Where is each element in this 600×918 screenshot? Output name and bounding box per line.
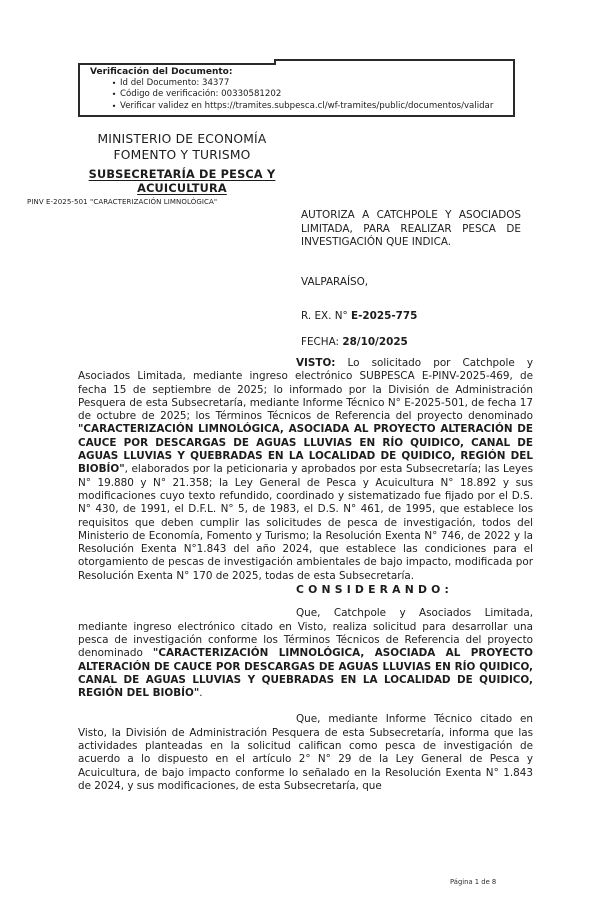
resolution-body <box>78 357 533 793</box>
subject-text: AUTORIZA A CATCHPOLE Y ASOCIADOS LIMITADA, PARA REALIZAR PESCA DE INVESTIGACIÓN QUE INDICA. <box>301 209 521 248</box>
verification-box-border <box>274 59 515 61</box>
visto-paragraph <box>78 357 533 583</box>
page-number: Página 1 de 8 <box>450 878 497 886</box>
verification-box <box>78 59 515 117</box>
pinv-note: PINV E-2025-501 "CARACTERIZACIÓN LIMNOLÓGICA" <box>27 198 218 206</box>
ministry-header <box>32 132 332 195</box>
visto-text-2: , elaborados por la peticionaria y aprobados por esta Subsecretaría; las Leyes N° 19.880 y N° 21.358; la Ley General de Pesca y Acuicultura N° 18.892 y sus modificaciones cuyo texto refundido, coordinado y sistematizado fue fijado por el D.S. N° 430, de 1991, el D.F.L. N° 5, de 1983, el D.S. N° 461, de 1995, que establece los requisitos que deben cumplir las solicitudes de pesca de investigación, todos del Ministerio de Economía, Fomento y Turismo; la Resolución Exenta N° 746, de 2022 y la Resolución Exenta N°1.843 del año 2024, que establece las condiciones para el otorgamiento de pescas de investigación ambientales de bajo impacto, modificada por Resolución Exenta N° 170 de 2025, todas de esta Subsecretaría. <box>78 463 533 582</box>
verification-item-url <box>90 101 505 112</box>
verification-item-code <box>90 89 505 100</box>
verification-item-text: Verificar validez en https://tramites.subpesca.cl/wf-tramites/public/documentos/validar <box>120 100 494 111</box>
visto-text-1: Lo solicitado por Catchpole y Asociados Limitada, mediante ingreso electrónico SUBPESCA E-PINV-2025-469, de fecha 15 de septiembre de 2025; lo informado por la División de Administración Pesquera de esta Subsecretaría, mediante Informe Técnico N° E-2025-501, de fecha 17 de octubre de 2025; los Términos Técnicos de Referencia del proyecto denominado <box>78 357 533 423</box>
resolution-number-line <box>301 310 417 322</box>
verification-box-border <box>513 59 515 117</box>
verification-item-text: Id del Documento: 34377 <box>120 78 230 88</box>
considerando-paragraph-2: Que, mediante Informe Técnico citado en Visto, la División de Administración Pesquera de esta Subsecretaría, informa que las actividades planteadas en la solicitud califican como pesca de investigación de acuerdo a lo dispuesto en el artículo 2° N° 29 de la Ley General de Pesca y Acuicultura, de bajo impacto conforme lo señalado en la Resolución Exenta N° 1.843 de 2024, y sus modificaciones, de esta Subsecretaría, que <box>78 713 533 792</box>
bullet-icon: • <box>111 90 117 100</box>
considerando-1-text-2: . <box>199 687 203 700</box>
verification-item-text: Código de verificación: 00330581202 <box>120 89 282 100</box>
bullet-icon: • <box>111 101 117 111</box>
verification-content <box>90 67 505 112</box>
considerando-1-text-1: Que, Catchpole y Asociados Limitada, mediante ingreso electrónico citado en Visto, realiza solicitud para desarrollar una pesca de investigación conforme los Términos Técnicos de Referencia del proyecto denominado <box>78 607 533 660</box>
ministry-name-line1: MINISTERIO DE ECONOMÍA <box>97 132 267 146</box>
date-label: FECHA: <box>301 336 343 348</box>
considerando-heading: CONSIDERANDO: <box>296 583 454 597</box>
considerando-paragraph-1 <box>78 607 533 700</box>
verification-title: Verificación del Documento: <box>90 67 233 77</box>
date-value: 28/10/2025 <box>342 336 408 348</box>
date-line <box>301 336 408 348</box>
place-line: VALPARAÍSO, <box>301 276 369 288</box>
visto-label: VISTO: <box>296 357 336 369</box>
resolution-number: E-2025-775 <box>351 310 418 322</box>
subsecretaria-title: SUBSECRETARÍA DE PESCA Y ACUICULTURA <box>88 168 276 195</box>
verification-box-border <box>78 63 276 65</box>
project-name: "CARACTERIZACIÓN LIMNOLÓGICA, ASOCIADA AL PROYECTO ALTERACIÓN DE CAUCE POR DESCARGAS DE AGUAS LLUVIAS EN RÍO QUIDICO, CANAL DE AGUAS LLUVIAS Y QUEBRADAS EN LA LOCALIDAD DE QUIDICO, REGIÓN DEL BIOBÍO" <box>78 423 533 476</box>
verification-box-border <box>78 63 80 117</box>
verification-box-border <box>78 115 515 117</box>
resolution-prefix: R. EX. N° <box>301 310 352 322</box>
bullet-icon: • <box>111 79 117 88</box>
project-name: "CARACTERIZACIÓN LIMNOLÓGICA, ASOCIADA AL PROYECTO ALTERACIÓN DE CAUCE POR DESCARGAS DE AGUAS LLUVIAS EN RÍO QUIDICO, CANAL DE AGUAS LLUVIAS Y QUEBRADAS EN LA LOCALIDAD DE QUIDICO, REGIÓN DEL BIOBÍO" <box>78 647 533 700</box>
verification-item-id <box>90 78 505 89</box>
ministry-name-line2: FOMENTO Y TURISMO <box>113 147 251 162</box>
